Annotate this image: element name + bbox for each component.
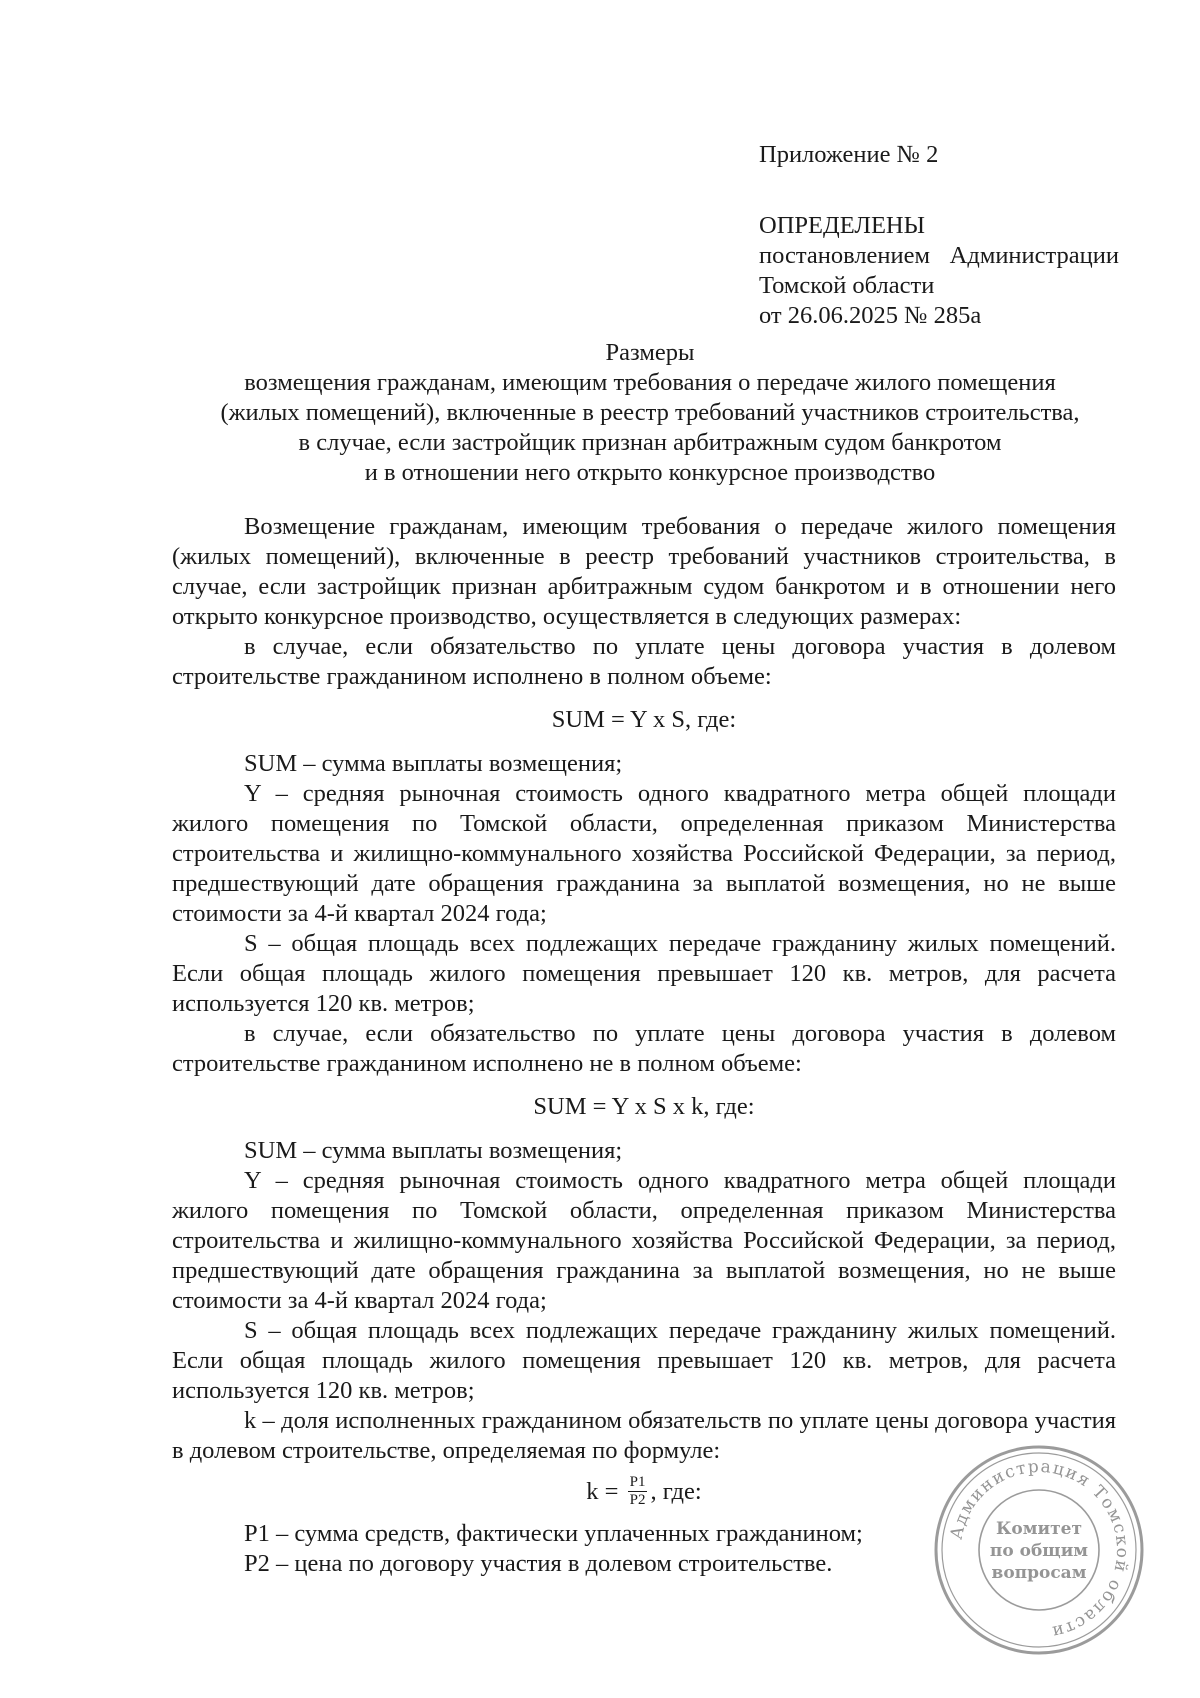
definition-p2: P2 – цена по договору участия в долевом строительстве. [244, 1550, 833, 1577]
fraction-numerator: P1 [629, 1474, 646, 1490]
formula-k-tail: , где: [650, 1478, 702, 1506]
definition-k: k – доля исполненных гражданином обязательств по уплате цены договора участия в долевом строительстве, определяемая по формуле: [172, 1407, 1116, 1464]
fraction-denominator: P2 [629, 1492, 646, 1508]
definition-s: S – общая площадь всех подлежащих передаче гражданину жилых помещений. Если общая площадь жилого помещения превышает 120 кв. метров, для расчета используется 120 кв. метров; [172, 930, 1116, 1017]
stamp-center-line: вопросам [991, 1563, 1087, 1583]
approval-word-resolution: постановлением [759, 242, 931, 269]
stamp-seal [932, 1443, 1146, 1657]
formula-k-lhs: k = [586, 1478, 619, 1506]
formula-full-payment: SUM = Y x S, где: [551, 706, 737, 733]
stamp-ring-text: Администрация Томской области [946, 1456, 1133, 1643]
title-line: Размеры [605, 339, 695, 366]
title-line: и в отношении него открыто конкурсное производство [364, 459, 936, 486]
appendix-label: Приложение № 2 [759, 141, 939, 168]
approval-heading: ОПРЕДЕЛЕНЫ [759, 212, 925, 239]
formula-k-fraction [628, 1474, 648, 1509]
intro-paragraph: Возмещение гражданам, имеющим требования о передаче жилого помещения (жилых помещений), включенные в реестр требований участников строительства, в случае, если застройщик признан арбитражным судом банкротом и в отношении него открыто конкурсное производство, осуществляется в следующих размерах: [172, 513, 1116, 630]
definition-p1: P1 – сумма средств, фактически уплаченных гражданином; [244, 1520, 863, 1547]
title-line: в случае, если застройщик признан арбитражным судом банкротом [298, 429, 1002, 456]
approval-date-number: от 26.06.2025 № 285а [759, 302, 982, 329]
official-stamp [932, 1443, 1146, 1657]
formula-partial-payment: SUM = Y x S x k, где: [533, 1093, 755, 1120]
definition-y: Y – средняя рыночная стоимость одного квадратного метра общей площади жилого помещения по Томской области, определенная приказом Министерства строительства и жилищно-коммунального хозяйства Российской Федерации, за период, предшествующий дате обращения гражданина за выплатой возмещения, но не выше стоимости за 4-й квартал 2024 года; [172, 1167, 1116, 1314]
title-line: (жилых помещений), включенные в реестр требований участников строительства, [220, 399, 1080, 426]
approval-block [759, 140, 1119, 331]
definition-sum: SUM – сумма выплаты возмещения; [244, 1137, 623, 1164]
document-title [150, 338, 1150, 488]
definition-s: S – общая площадь всех подлежащих передаче гражданину жилых помещений. Если общая площадь жилого помещения превышает 120 кв. метров, для расчета используется 120 кв. метров; [172, 1317, 1116, 1404]
definition-y: Y – средняя рыночная стоимость одного квадратного метра общей площади жилого помещения по Томской области, определенная приказом Министерства строительства и жилищно-коммунального хозяйства Российской Федерации, за период, предшествующий дате обращения гражданина за выплатой возмещения, но не выше стоимости за 4-й квартал 2024 года; [172, 780, 1116, 927]
stamp-center-line: по общим [989, 1541, 1089, 1561]
approval-line-resolution [759, 241, 1119, 271]
title-line: возмещения гражданам, имеющим требования о передаче жилого помещения [244, 369, 1056, 396]
definition-sum: SUM – сумма выплаты возмещения; [244, 750, 623, 777]
approval-word-administration: Администрации [949, 242, 1119, 269]
case-full-payment: в случае, если обязательство по уплате цены договора участия в долевом строительстве гражданином исполнено в полном объеме: [172, 633, 1116, 690]
document-body [172, 512, 1116, 1579]
stamp-center-line: Комитет [995, 1519, 1083, 1539]
case-partial-payment: в случае, если обязательство по уплате цены договора участия в долевом строительстве гражданином исполнено не в полном объеме: [172, 1020, 1116, 1077]
approval-region: Томской области [759, 272, 935, 299]
